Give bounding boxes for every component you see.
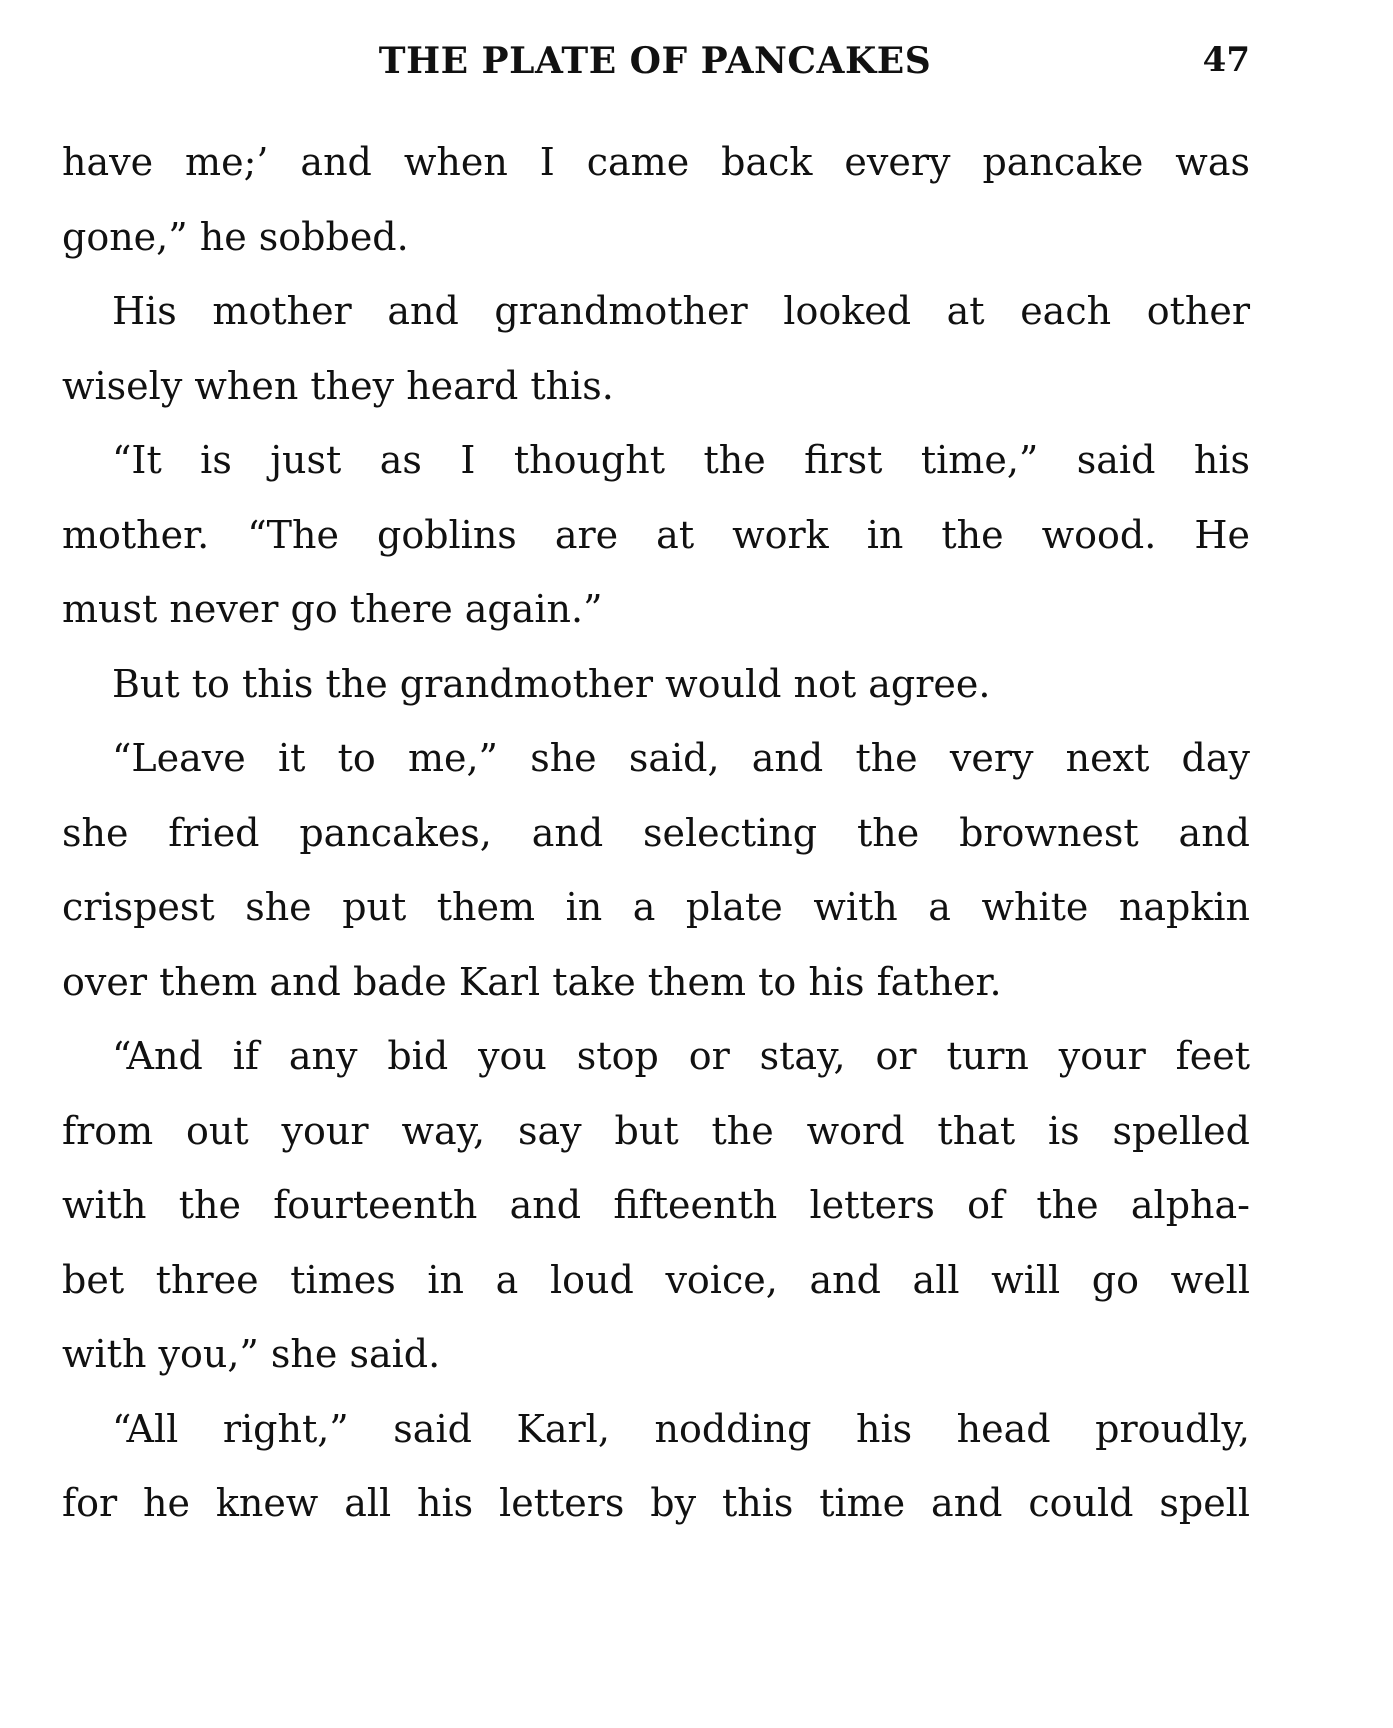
text-line: with the fourteenth and fifteenth letters of the alpha- — [62, 1183, 1250, 1227]
text-line: wisely when they heard this. — [62, 363, 614, 408]
text-line: have me;’ and when I came back every pancake was — [62, 140, 1250, 184]
text-line: bet three times in a loud voice, and all will go well — [62, 1257, 1250, 1302]
text-line: “It is just as I thought the first time,” said his — [112, 438, 1250, 482]
page-header — [60, 40, 1250, 96]
text-line: But to this the grandmother would not agree. — [112, 661, 991, 706]
text-line: “All right,” said Karl, nodding his head proudly, — [112, 1406, 1250, 1451]
running-title: THE PLATE OF PANCAKES — [378, 40, 932, 82]
text-line: mother. “The goblins are at work in the wood. He — [62, 512, 1250, 557]
text-line: for he knew all his letters by this time and could spell — [62, 1481, 1250, 1525]
text-line: she fried pancakes, and selecting the brownest and — [62, 810, 1250, 855]
text-line: must never go there again.” — [62, 587, 603, 631]
text-line: gone,” he sobbed. — [62, 214, 409, 259]
text-line: over them and bade Karl take them to his father. — [62, 959, 1002, 1004]
text-line: from out your way, say but the word that is spelled — [62, 1108, 1250, 1153]
text-line: “And if any bid you stop or stay, or turn your feet — [112, 1034, 1250, 1078]
text-line: “Leave it to me,” she said, and the very next day — [112, 736, 1250, 780]
text-line: crispest she put them in a plate with a white napkin — [62, 885, 1250, 929]
body-text — [62, 125, 1250, 1541]
page-number: 47 — [1202, 40, 1250, 80]
text-line: His mother and grandmother looked at each other — [112, 289, 1250, 333]
text-line: with you,” she said. — [62, 1332, 441, 1376]
